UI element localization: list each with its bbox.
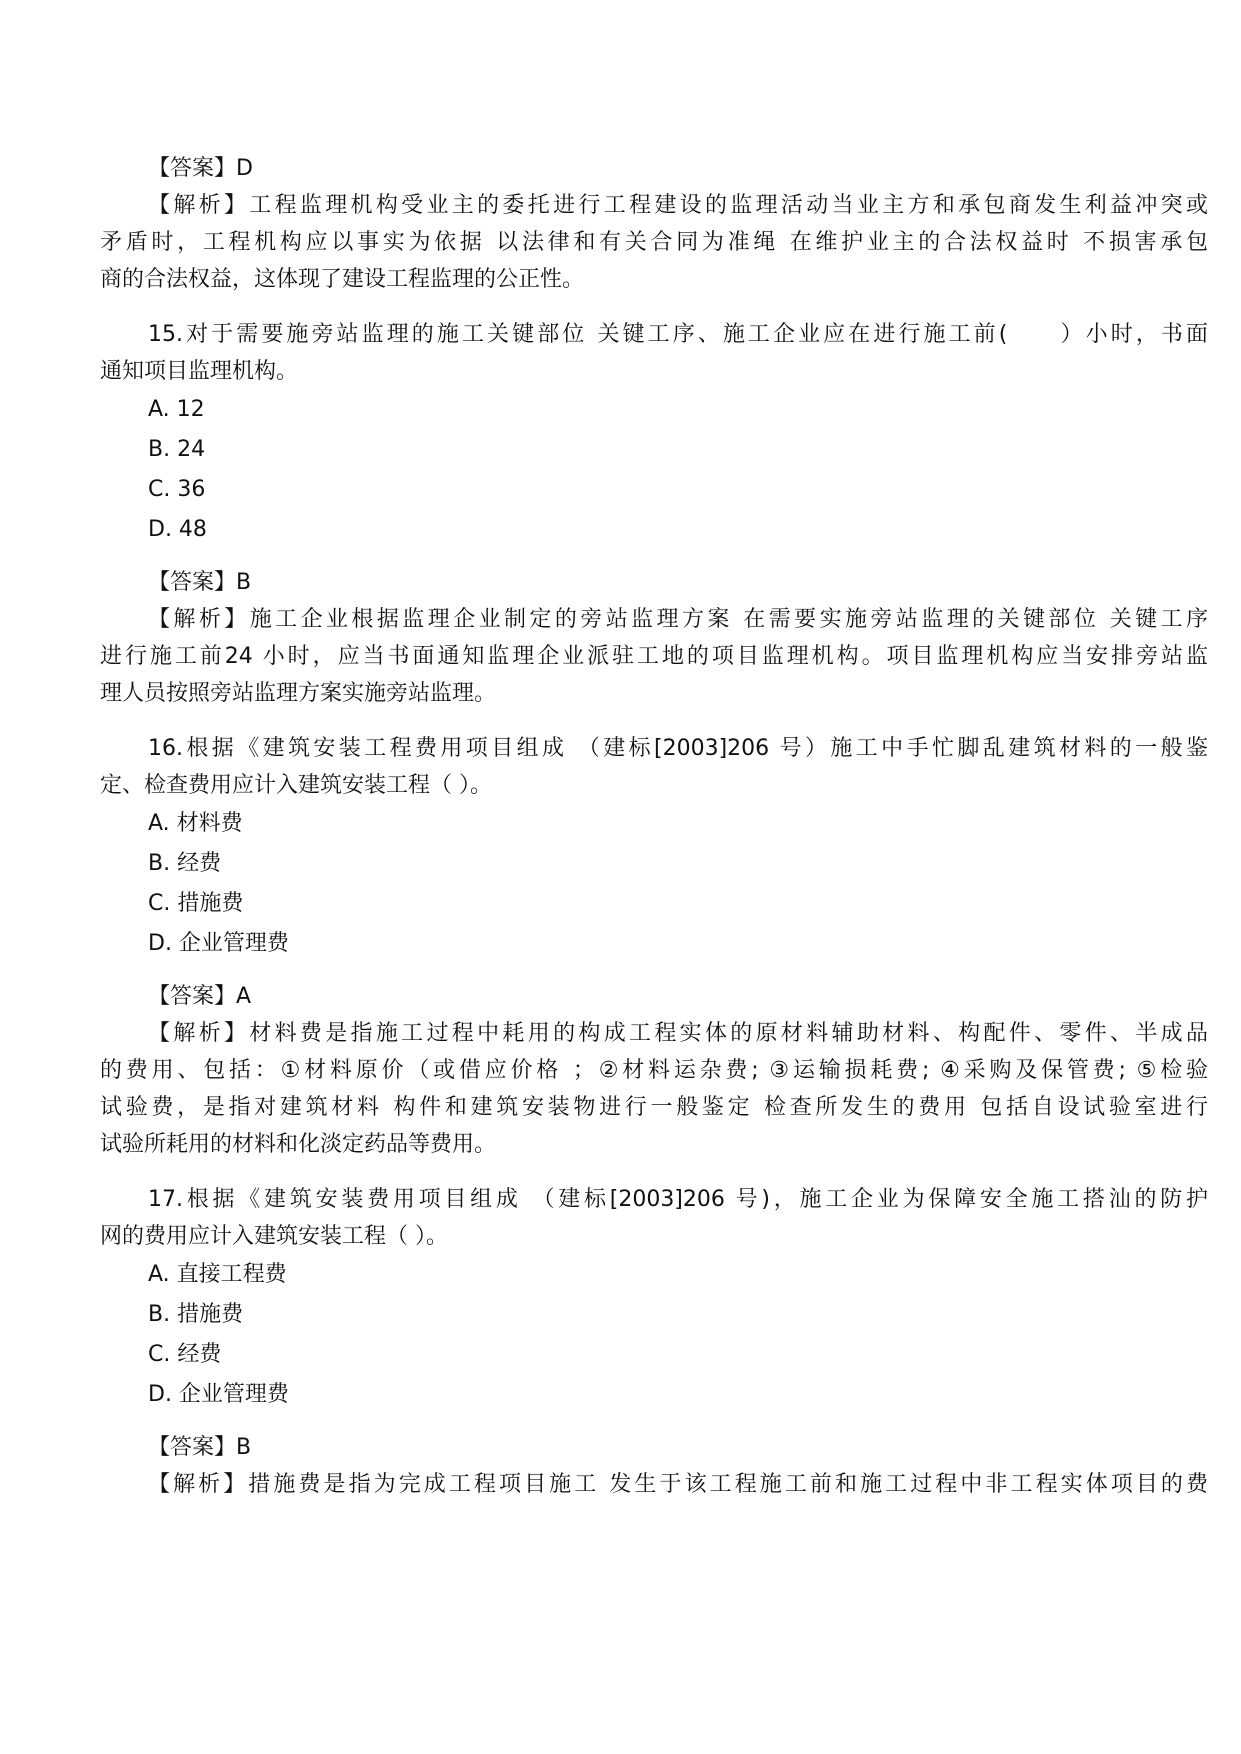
question-stem: 15.对于需要施旁站监理的施工关键部位 关键工序、施工企业应在进行施工前( ）小时，书面 xyxy=(148,322,1208,347)
option-d: D. 企业管理费 xyxy=(148,931,289,956)
question-stem: 通知项目监理机构。 xyxy=(100,359,299,384)
document-page xyxy=(100,150,1208,1503)
answer-label: 【答案】B xyxy=(148,1435,252,1460)
option-c: C. 措施费 xyxy=(148,891,244,916)
analysis-line: 的费用、包括：①材料原价（或借应价格 ；②材料运杂费; ③运输损耗费; ④采购及保管费; ⑤检验 xyxy=(100,1058,1208,1083)
question-stem: 网的费用应计入建筑安装工程（ ）。 xyxy=(100,1224,448,1249)
option-c: C. 36 xyxy=(148,477,206,502)
analysis-line: 【解析】施工企业根据监理企业制定的旁站监理方案 在需要实施旁站监理的关键部位 关键工序 xyxy=(148,607,1208,632)
question-stem: 17.根据《建筑安装费用项目组成 （建标[2003]206 号)，施工企业为保障安全施工搭汕的防护 xyxy=(148,1187,1208,1212)
question-stem: 16.根据《建筑安装工程费用项目组成 （建标[2003]206 号）施工中手忙脚乱建筑材料的一般鉴 xyxy=(148,736,1208,761)
option-a: A. 材料费 xyxy=(148,811,243,836)
option-c: C. 经费 xyxy=(148,1342,222,1367)
analysis-line: 【解析】工程监理机构受业主的委托进行工程建设的监理活动当业主方和承包商发生利益冲突或 xyxy=(148,193,1208,218)
answer-label: 【答案】B xyxy=(148,570,252,595)
option-d: D. 48 xyxy=(148,517,207,542)
analysis-line: 进行施工前24 小时，应当书面通知监理企业派驻工地的项目监理机构。项目监理机构应当安排旁站监 xyxy=(100,644,1208,669)
option-d: D. 企业管理费 xyxy=(148,1382,289,1407)
analysis-line: 理人员按照旁站监理方案实施旁站监理。 xyxy=(100,681,497,706)
analysis-line: 试验费，是指对建筑材料 构件和建筑安装物进行一般鉴定 检查所发生的费用 包括自设试验室进行 xyxy=(100,1095,1208,1120)
option-b: B. 经费 xyxy=(148,851,222,876)
option-a: A. 12 xyxy=(148,397,205,422)
analysis-line: 商的合法权益，这体现了建设工程监理的公正性。 xyxy=(100,267,585,292)
analysis-line: 矛盾时，工程机构应以事实为依据 以法律和有关合同为准绳 在维护业主的合法权益时 不损害承包 xyxy=(100,230,1208,255)
option-b: B. 24 xyxy=(148,437,206,462)
answer-label: 【答案】D xyxy=(148,156,253,181)
answer-label: 【答案】A xyxy=(148,984,252,1009)
option-a: A. 直接工程费 xyxy=(148,1262,287,1287)
option-b: B. 措施费 xyxy=(148,1302,244,1327)
analysis-line: 【解析】措施费是指为完成工程项目施工 发生于该工程施工前和施工过程中非工程实体项目的费 xyxy=(148,1472,1208,1497)
analysis-line: 【解析】材料费是指施工过程中耗用的构成工程实体的原材料辅助材料、构配件、零件、半成品 xyxy=(148,1021,1208,1046)
question-stem: 定、检查费用应计入建筑安装工程（ ）。 xyxy=(100,773,492,798)
analysis-line: 试验所耗用的材料和化淡定药品等费用。 xyxy=(100,1132,497,1157)
